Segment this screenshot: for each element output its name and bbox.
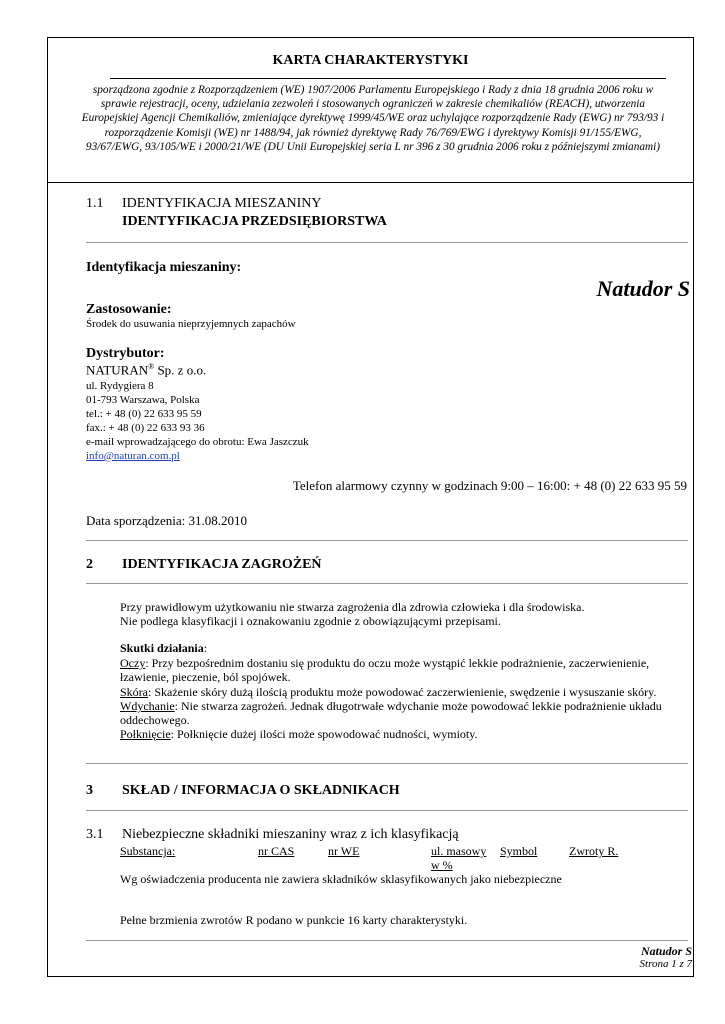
skin-text: : Skażenie skóry dużą ilością produktu może powodować zaczerwienienie, swędzenie i wysuszanie skóry. xyxy=(148,685,657,699)
title-underline xyxy=(110,78,666,79)
no-hazardous-note: Wg oświadczenia producenta nie zawiera składników sklasyfikowanych jako niebezpieczne xyxy=(120,872,562,886)
col-mass-unit: w % xyxy=(431,858,453,872)
divider xyxy=(86,810,688,811)
header-separator xyxy=(47,182,694,183)
inhalation-effect-cont: oddechowego. xyxy=(120,713,190,727)
phone-number: tel.: + 48 (0) 22 633 95 59 xyxy=(86,408,202,420)
distributor-label: Dystrybutor: xyxy=(86,346,165,361)
divider xyxy=(86,940,688,941)
section-3-number: 3 xyxy=(86,783,93,798)
section-3-title: SKŁAD / INFORMACJA O SKŁADNIKACH xyxy=(122,783,400,798)
address-street: ul. Rydygiera 8 xyxy=(86,380,154,392)
eyes-effect-cont: łzawienie, pieczenie, ból spojówek. xyxy=(120,670,291,684)
divider xyxy=(86,540,688,541)
creation-date: Data sporządzenia: 31.08.2010 xyxy=(86,513,248,528)
section-1-title-line1: IDENTYFIKACJA MIESZANINY xyxy=(122,196,322,211)
footer-product: Natudor S xyxy=(640,944,692,958)
divider xyxy=(86,583,688,584)
section-1-title-line2: IDENTYFIKACJA PRZEDSIĘBIORSTWA xyxy=(122,214,387,229)
swallow-label: Połknięcie xyxy=(120,727,171,741)
hazard-text-2: Nie podlega klasyfikacji i oznakowaniu zgodnie z obowiązującymi przepisami. xyxy=(120,614,501,628)
inhalation-label: Wdychanie xyxy=(120,699,175,713)
col-mass: ul. masowy xyxy=(431,844,487,858)
divider xyxy=(86,242,688,243)
eyes-label: Oczy xyxy=(120,656,146,670)
col-we: nr WE xyxy=(328,844,360,858)
col-symbol: Symbol xyxy=(500,844,538,858)
company-name-text: NATURAN xyxy=(86,362,149,378)
eyes-text: : Przy bezpośrednim dostaniu się produktu do oczu może wystąpić lekkie podrażnienie, zaczerwienienie, xyxy=(145,656,650,670)
divider xyxy=(86,763,688,764)
inhalation-effect xyxy=(120,699,690,714)
usage-text: Środek do usuwania nieprzyjemnych zapachów xyxy=(86,318,296,330)
document-title: KARTA CHARAKTERYSTYKI xyxy=(272,53,469,68)
eyes-effect xyxy=(120,656,690,671)
product-name: Natudor S xyxy=(596,276,690,301)
section-2-title: IDENTYFIKACJA ZAGROŻEŃ xyxy=(122,557,322,572)
emergency-phone: Telefon alarmowy czynny w godzinach 9:00 – 16:00: + 48 (0) 22 633 95 59 xyxy=(292,478,687,493)
r-phrases-note: Pełne brzmienia zwrotów R podano w punkcie 16 karty charakterystyki. xyxy=(120,913,468,927)
subsection-3-1-title: Niebezpieczne składniki mieszaniny wraz z ich klasyfikacją xyxy=(122,827,459,842)
footer-page-number: Strona 1 z 7 xyxy=(639,958,692,970)
effects-colon: : xyxy=(203,641,208,655)
skin-effect xyxy=(120,685,690,700)
regulation-intro: sporządzona zgodnie z Rozporządzeniem (WE) 1907/2006 Parlamentu Europejskiego i Rady z dnia 18 grudnia 2006 roku w sprawie rejestracji, oceny, udzielania zezwoleń i stosowanych ograniczeń w zakresie chemikaliów (REACH), utworzenia Europejskiej Agencji Chemikaliów, zmieniające dyrektywę 1999/45/WE oraz uchylające rozporządzenie Rady (EWG) nr 793/93 i rozporządzenie Komisji (WE) nr 1488/94, jak również dyrektywę Rady 76/769/EWG i dyrektywy Komisji 91/155/EWG, 93/67/EWG, 93/105/WE i 2000/21/WE (DU Unii Europejskiej seria L nr 396 z 30 grudnia 2006 roku z późniejszymi zmianami) xyxy=(81,84,665,153)
address-city: 01-793 Warszawa, Polska xyxy=(86,394,200,406)
swallow-effect xyxy=(120,727,478,742)
swallow-text: : Połknięcie dużej ilości może spowodować nudności, wymioty. xyxy=(170,727,478,741)
subsection-3-1-number: 3.1 xyxy=(86,827,104,842)
effects-heading xyxy=(120,641,207,656)
fax-number: fax.: + 48 (0) 22 633 93 36 xyxy=(86,422,205,434)
col-r-phrases: Zwroty R. xyxy=(569,844,619,858)
email-contact: e-mail wprowadzającego do obrotu: Ewa Jaszczuk xyxy=(86,436,309,448)
inhalation-text: : Nie stwarza zagrożeń. Jednak długotrwałe wdychanie może powodować lekkie podrażnienie układu xyxy=(174,699,662,713)
section-2-number: 2 xyxy=(86,557,93,572)
registered-mark: ® xyxy=(148,362,155,371)
section-1-number: 1.1 xyxy=(86,196,104,211)
email-link[interactable]: info@naturan.com.pl xyxy=(86,450,180,462)
mixture-id-label: Identyfikacja mieszaniny: xyxy=(86,260,242,275)
hazard-text-1: Przy prawidłowym użytkowaniu nie stwarza zagrożenia dla zdrowia człowieka i dla środowiska. xyxy=(120,600,585,614)
col-cas: nr CAS xyxy=(258,844,295,858)
company-name xyxy=(86,362,206,378)
effects-label: Skutki działania xyxy=(120,641,204,655)
col-substance: Substancja: xyxy=(120,844,176,858)
skin-label: Skóra xyxy=(120,685,148,699)
company-suffix: Sp. z o.o. xyxy=(154,362,207,378)
usage-label: Zastosowanie: xyxy=(86,302,172,317)
